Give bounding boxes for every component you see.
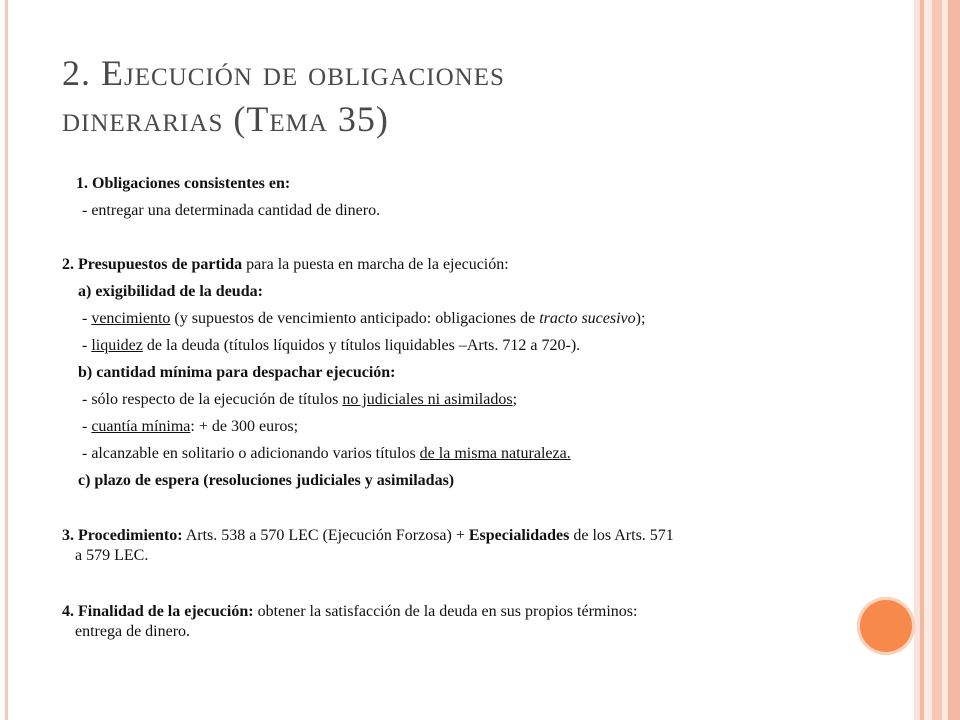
s2-a1-end: );: [635, 310, 646, 327]
underlined-term: de la misma naturaleza.: [419, 445, 571, 462]
s2-b1-end: ;: [512, 391, 518, 408]
s3-line-1: [62, 526, 674, 546]
s2-heading-bold: 2. Presupuestos de partida: [62, 256, 243, 273]
s2-b-heading: [78, 363, 395, 383]
s2-b2: [82, 417, 298, 437]
s2-a1: [82, 309, 645, 329]
underlined-term: vencimiento: [91, 310, 171, 327]
dash: -: [82, 337, 88, 354]
s4-text-1: obtener la satisfacción de la deuda en sus propios términos:: [257, 603, 638, 620]
s2-heading-rest: para la puesta en marcha de la ejecución:: [246, 256, 509, 273]
s2-b1-text: sólo respecto de la ejecución de títulos: [91, 391, 339, 408]
s2-a2: [82, 336, 580, 356]
s2-a1-text: (y supuestos de vencimiento anticipado: obligaciones de: [174, 310, 536, 327]
stripe: [948, 0, 960, 720]
s4-line-2: [75, 622, 190, 642]
s3-bold: Especialidades: [468, 527, 570, 544]
s2-b3-text: alcanzable en solitario o adicionando varios títulos: [91, 445, 416, 462]
s3-text-1: Arts. 538 a 570 LEC (Ejecución Forzosa) +: [185, 527, 465, 544]
underlined-term: liquidez: [91, 337, 143, 354]
s2-a2-text: de la deuda (títulos líquidos y títulos liquidables –Arts. 712 a 720-).: [146, 337, 581, 354]
stripe: [932, 0, 942, 720]
title-line-2: dinerarias (Tema 35): [62, 99, 389, 139]
dash: -: [82, 418, 88, 435]
s2-b-heading-text: b) cantidad mínima para despachar ejecución:: [78, 364, 396, 381]
underlined-term: no judiciales ni asimilados: [342, 391, 513, 408]
dash: -: [82, 391, 88, 408]
s3-text-2: de los Arts. 571: [573, 527, 674, 544]
s2-a-heading: [78, 282, 263, 302]
dash: -: [82, 310, 88, 327]
s1-item: [82, 201, 380, 221]
s2-a-heading-text: a) exigibilidad de la deuda:: [78, 283, 263, 300]
s2-b2-text: : + de 300 euros;: [190, 418, 299, 435]
decorative-stripes: [914, 0, 960, 720]
s1-heading-text: 1. Obligaciones consistentes en:: [76, 175, 291, 192]
s3-text-3: a 579 LEC.: [75, 547, 149, 564]
s1-heading: [76, 174, 290, 194]
s1-item-text: entregar una determinada cantidad de dinero.: [91, 202, 381, 219]
s2-b3: [82, 444, 571, 464]
s4-label: 4. Finalidad de la ejecución:: [62, 603, 254, 620]
s2-c-heading-text: c) plazo de espera (resoluciones judiciales y asimiladas): [78, 472, 455, 489]
s3-line-2: [75, 546, 148, 566]
s2-b1: [82, 390, 517, 410]
title-line-1: 2. Ejecución de obligaciones: [62, 53, 505, 93]
dash: -: [82, 202, 88, 219]
dash: -: [82, 445, 88, 462]
s2-heading: [62, 255, 509, 275]
s2-c-heading: [78, 471, 454, 491]
italic-term: tracto sucesivo: [539, 310, 636, 327]
stripe: [924, 0, 932, 720]
s4-line-1: [62, 602, 637, 622]
s3-label: 3. Procedimiento:: [62, 527, 183, 544]
s4-text-2: entrega de dinero.: [75, 623, 191, 640]
underlined-term: cuantía mínima: [91, 418, 191, 435]
